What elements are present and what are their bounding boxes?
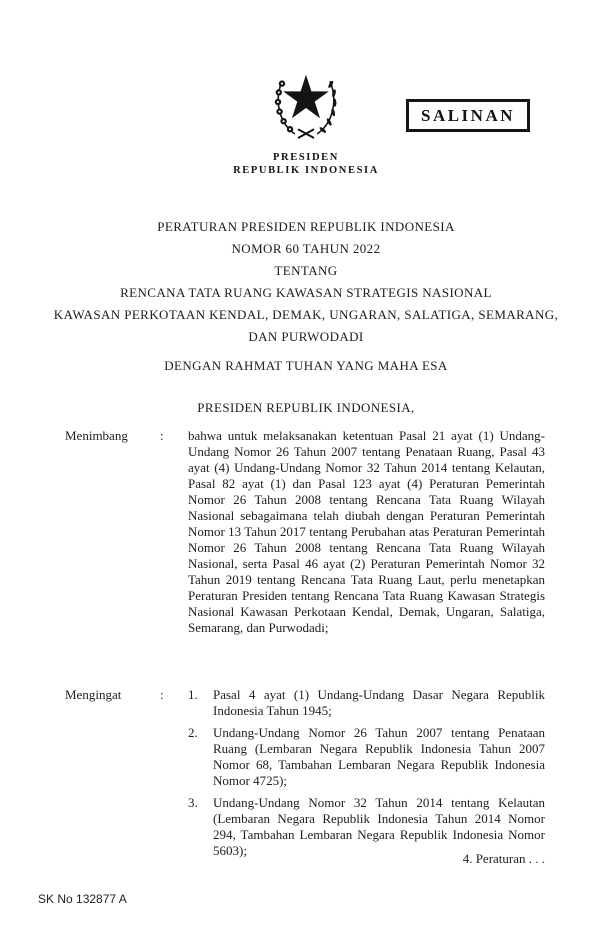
letterhead-text xyxy=(0,151,612,177)
menimbang-text: bahwa untuk melaksanakan ketentuan Pasal 21 ayat (1) Undang-Undang Nomor 26 Tahun 2007 tentang Penataan Ruang, Pasal 43 ayat (4) Undang-Undang Nomor 32 Tahun 2014 tentang Kelautan, Pasal 82 ayat (1) dan Pasal 123 ayat (4) Peraturan Pemerintah Nomor 26 Tahun 2008 tentang Rencana Tata Ruang Wilayah Nasional sebagaimana telah diubah dengan Peraturan Pemerintah Nomor 13 Tahun 2017 tentang Perubahan atas Peraturan Pemerintah Nomor 26 Tahun 2008 tentang Rencana Tata Ruang Wilayah Nasional, serta Pasal 46 ayat (2) Peraturan Pemerintah Nomor 32 Tahun 2019 tentang Rencana Tata Ruang Laut, perlu menetapkan Peraturan Presiden tentang Rencana Tata Ruang Kawasan Strategis Nasional Kawasan Perkotaan Kendal, Demak, Ungaran, Salatiga, Semarang, dan Purwodadi; xyxy=(188,428,545,635)
menimbang-clause xyxy=(65,428,545,636)
title-line-subject-2: KAWASAN PERKOTAAN KENDAL, DEMAK, UNGARAN, SALATIGA, SEMARANG, xyxy=(53,307,559,322)
authority-line: PRESIDEN REPUBLIK INDONESIA, xyxy=(197,400,415,415)
catchword: 4. Peraturan . . . xyxy=(462,851,545,866)
letterhead-line1: PRESIDEN xyxy=(273,152,339,163)
title-line-type: PERATURAN PRESIDEN REPUBLIK INDONESIA xyxy=(157,219,455,234)
mengingat-colon: : xyxy=(160,687,164,702)
menimbang-colon: : xyxy=(160,428,164,443)
letterhead-line2: REPUBLIK INDONESIA xyxy=(233,165,379,176)
item-number: 1. xyxy=(188,687,198,702)
mengingat-label: Mengingat xyxy=(65,687,122,702)
legal-basis-item xyxy=(188,687,545,719)
title-line-number: NOMOR 60 TAHUN 2022 xyxy=(231,241,381,256)
regulation-title xyxy=(0,216,612,348)
legal-basis-item xyxy=(188,795,545,859)
title-line-subject-3: DAN PURWODADI xyxy=(248,329,364,344)
mengingat-list xyxy=(188,687,545,865)
title-line-tentang: TENTANG xyxy=(274,263,338,278)
salinan-stamp-label: SALINAN xyxy=(420,105,516,125)
title-line-subject-1: RENCANA TATA RUANG KAWASAN STRATEGIS NASIONAL xyxy=(120,285,492,300)
presidential-emblem-icon xyxy=(258,60,354,149)
item-number: 3. xyxy=(188,795,198,810)
legal-basis-item xyxy=(188,725,545,789)
menimbang-label: Menimbang xyxy=(65,428,128,443)
item-text: Undang-Undang Nomor 26 Tahun 2007 tentang Penataan Ruang (Lembaran Negara Republik Indonesia Tahun 2007 Nomor 68, Tambahan Lembaran Negara Republik Indonesia Nomor 4725); xyxy=(213,725,545,788)
item-text: Undang-Undang Nomor 32 Tahun 2014 tentang Kelautan (Lembaran Negara Republik Indonesia Tahun 2014 Nomor 294, Tambahan Lembaran Negara Republik Indonesia Nomor 5603); xyxy=(213,795,545,858)
invocation-line: DENGAN RAHMAT TUHAN YANG MAHA ESA xyxy=(164,358,448,373)
mengingat-clause xyxy=(65,687,545,865)
salinan-stamp xyxy=(406,99,530,132)
document-control-number: SK No 132877 A xyxy=(38,892,127,906)
item-text: Pasal 4 ayat (1) Undang-Undang Dasar Negara Republik Indonesia Tahun 1945; xyxy=(213,687,545,718)
item-number: 2. xyxy=(188,725,198,740)
